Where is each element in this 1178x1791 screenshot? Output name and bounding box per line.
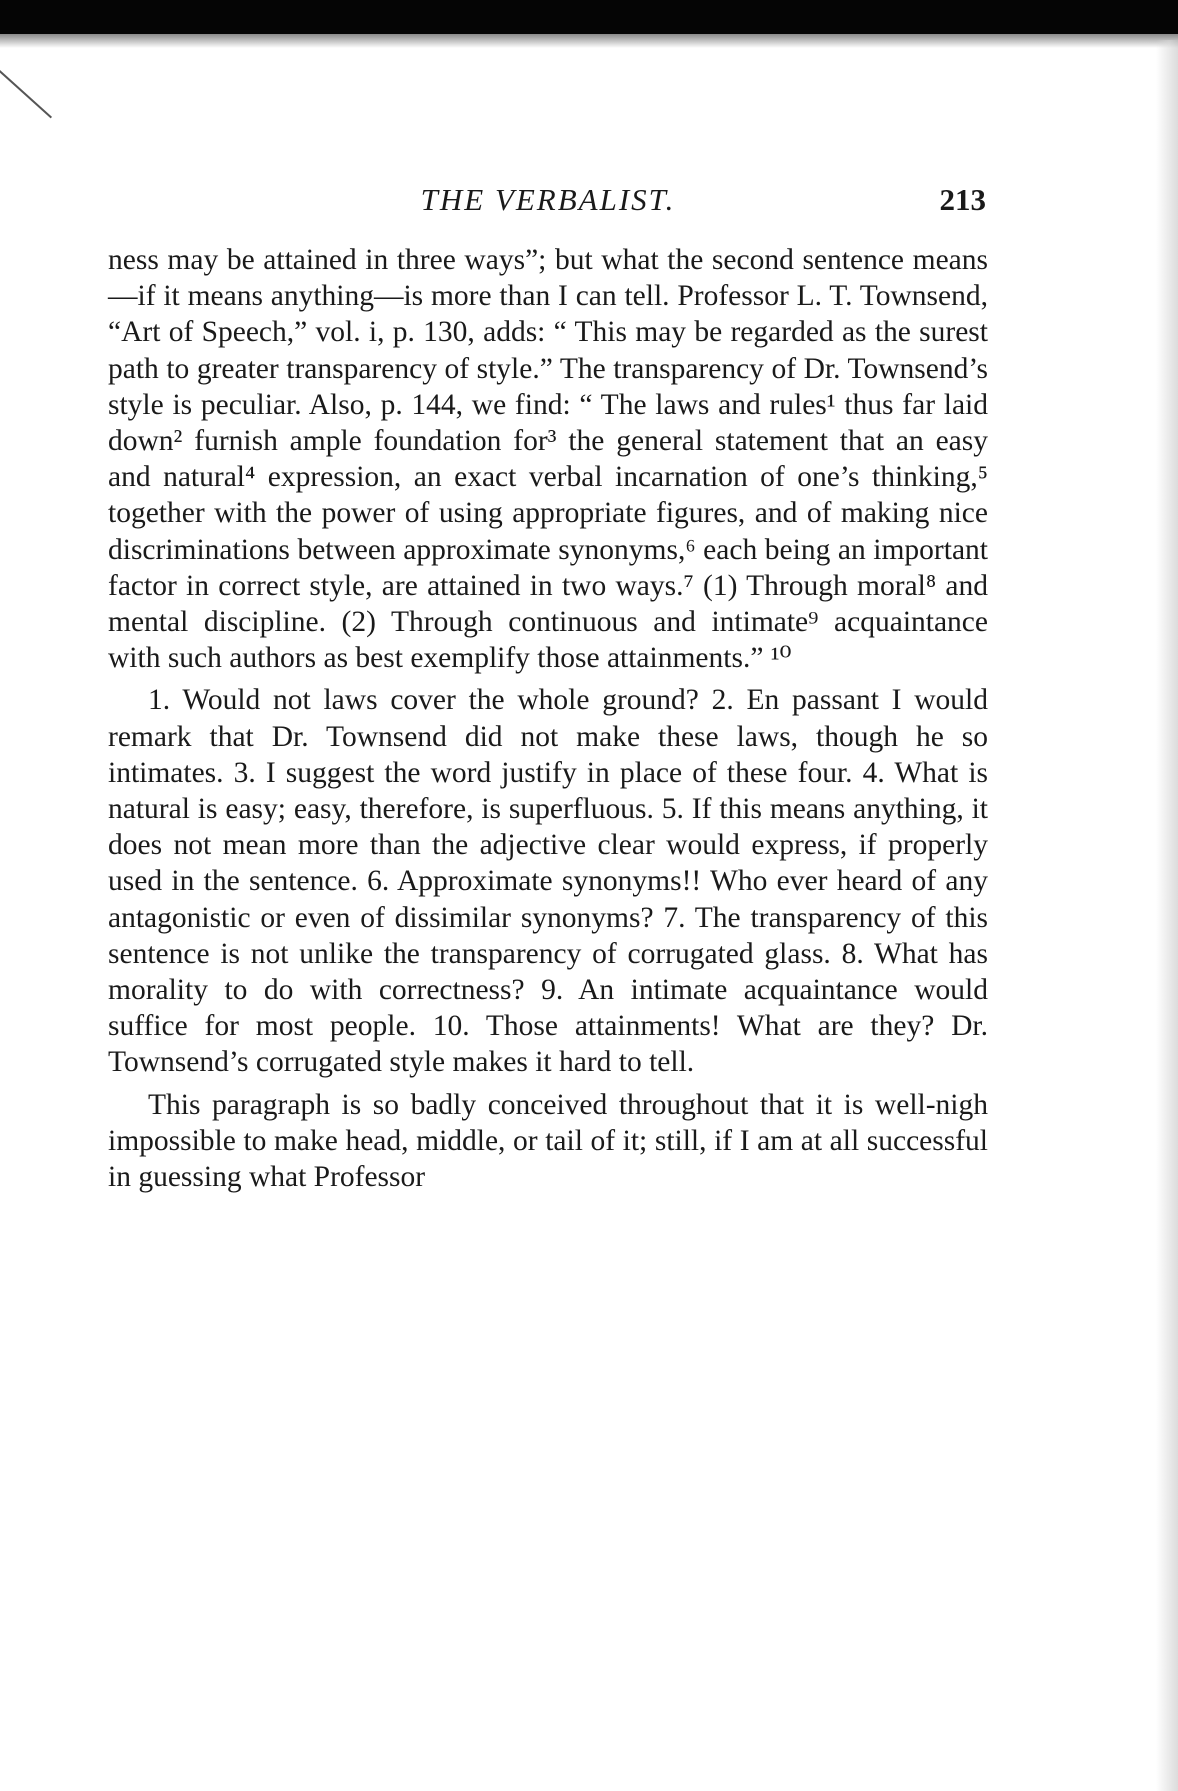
scan-right-shadow — [1156, 40, 1178, 1791]
paragraph-quotation: ness may be attained in three ways”; but what the second sentence means—if it means anything—is more than I can tell. Professor L. T. Townsend, “Art of Speech,” vol. i, p. 130, adds: “ This may be regarded as the surest path to greater transparency of style.” The transparency of Dr. Townsend’s style is peculiar. Also, p. 144, we find: “ The laws and rules¹ thus far laid down² furnish ample foundation for³ the general statement that an easy and natural⁴ expression, an exact verbal incarnation of one’s thinking,⁵ together with the power of using appropriate figures, and of making nice discriminations between approximate synonyms,⁶ each being an important factor in correct style, are attained in two ways.⁷ (1) Through moral⁸ and mental discipline. (2) Through continuous and intimate⁹ acquaintance with such authors as best exemplify those attainments.” ¹⁰ — [108, 244, 988, 675]
paragraph-numbered-notes: 1. Would not laws cover the whole ground? 2. En passant I would remark that Dr. Townsend did not make these laws, though he so intimates. 3. I suggest the word justify in place of these four. 4. What is natural is easy; easy, therefore, is superfluous. 5. If this means anything, it does not mean more than the adjective clear would express, if properly used in the sentence. 6. Approximate synonyms!! Who ever heard of any antagonistic or even of dissimilar synonyms? 7. The transparency of this sentence is not unlike the transparency of corrugated glass. 8. What has morality to do with correctness? 9. An intimate acquaintance would suffice for most people. 10. Those attainments! What are they? Dr. Townsend’s corrugated style makes it hard to tell. — [108, 684, 988, 1079]
running-head — [108, 172, 988, 224]
paragraph-conclusion: This paragraph is so badly conceived throughout that it is well-nigh impossible to make head, middle, or tail of it; still, if I am at all successful in guessing what Professor — [108, 1088, 988, 1194]
book-page — [108, 172, 988, 1195]
body-text — [108, 242, 988, 1195]
scan-stray-mark — [0, 70, 52, 118]
running-title: THE VERBALIST. — [420, 182, 676, 217]
scan-top-shadow — [0, 34, 1178, 48]
page-number: 213 — [939, 182, 986, 217]
scan-top-border — [0, 0, 1178, 34]
